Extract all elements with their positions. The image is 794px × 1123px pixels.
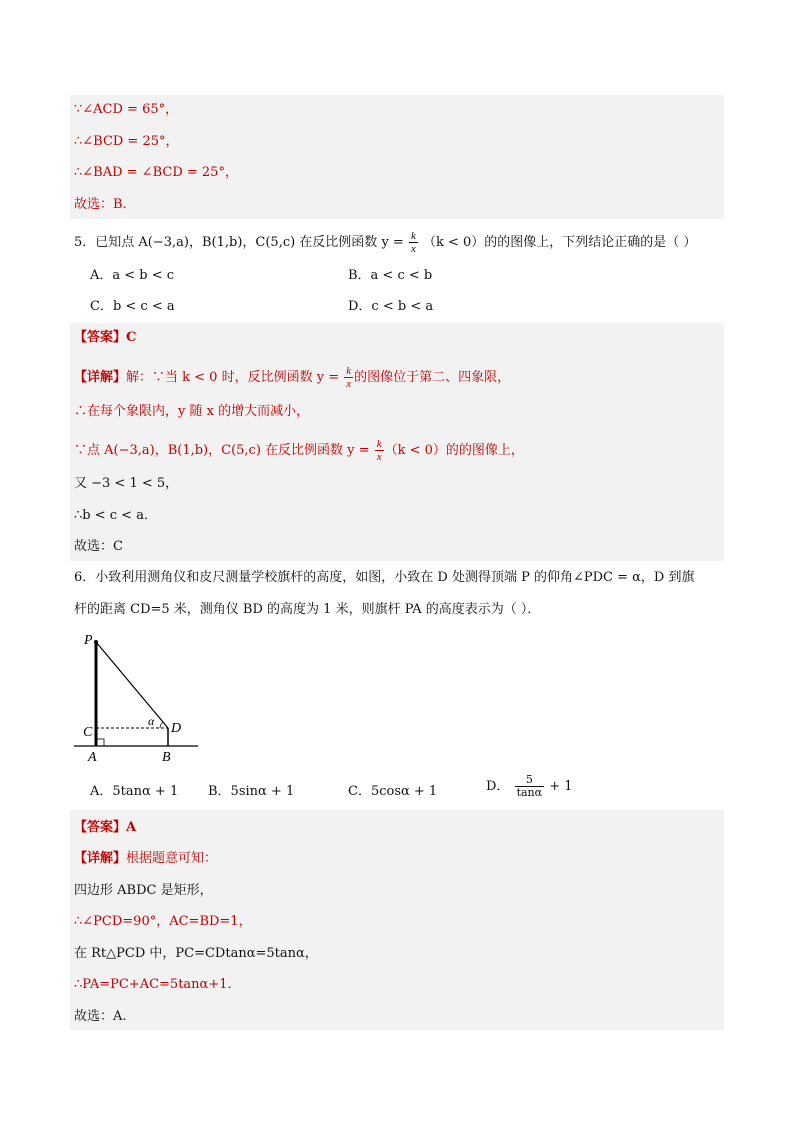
prev-solution-line-2: ∴∠BCD = 25°，: [74, 134, 179, 149]
q5-detail-1-b: 的图像位于第二、四象限，: [354, 370, 511, 385]
q6-option-d-fraction: $\frac{5}{\tan\alpha}$: [516, 773, 543, 799]
label-c: C: [83, 725, 93, 740]
q5-detail-tag: 【详解】: [74, 370, 127, 385]
q5-stem-part-a: 5．已知点 A(−3,a)，B(1,b)，C(5,c) 在反比例函数 y =: [74, 235, 404, 250]
q5-option-a: A．a < b < c: [90, 268, 175, 283]
q6-option-a: A．5tanα + 1: [90, 784, 179, 799]
q6-option-d-prefix: D．: [486, 779, 510, 794]
segment-pd: [96, 642, 168, 728]
q6-stem-line-2: 杆的距离 CD=5 米，测角仪 BD 的高度为 1 米，则旗杆 PA 的高度表示为（ ）．: [74, 602, 541, 617]
label-a: A: [88, 750, 97, 765]
q5-detail-line-5: ∴b < c < a．: [74, 508, 157, 523]
q5-detail-1-a: 解：∵当 k < 0 时，反比例函数 y =: [126, 370, 340, 385]
q5-detail-line-6: 故选：C: [74, 539, 123, 554]
q6-detail-1: 根据题意可知：: [126, 851, 218, 866]
q5-detail-line-1: [74, 365, 510, 390]
label-p: P: [84, 633, 93, 648]
q6-option-d-suffix: + 1: [549, 779, 573, 794]
q5-answer: 【答案】C: [74, 330, 137, 345]
q6-detail-line-3: ∴∠PCD=90°，AC=BD=1，: [74, 914, 252, 929]
prev-solution-line-4: 故选：B．: [74, 197, 136, 212]
prev-solution-line-1: ∵∠ACD = 65°，: [74, 102, 179, 117]
label-alpha: α: [148, 714, 155, 728]
q6-detail-line-5: ∴PA=PC+AC=5tanα+1．: [74, 977, 241, 992]
point-p: [94, 640, 98, 644]
prev-solution-line-3: ∴∠BAD = ∠BCD = 25°，: [74, 165, 238, 180]
q6-detail-line-6: 故选：A.: [74, 1009, 127, 1024]
q5-detail-3-a: ∵点 A(−3,a)，B(1,b)，C(5,c) 在反比例函数 y =: [74, 443, 370, 458]
angle-alpha-arc: [160, 722, 163, 728]
q5-option-b: B．a < c < b: [348, 268, 433, 283]
q6-detail-line-2: 四边形 ABDC 是矩形，: [74, 883, 213, 898]
q5-detail-3-b: （k < 0）的的图像上，: [384, 443, 524, 458]
right-angle-mark: [97, 739, 104, 746]
q6-option-b: B．5sinα + 1: [208, 784, 295, 799]
q5-stem-fraction: $\frac{k}{x}$: [410, 230, 416, 255]
q5-stem: [74, 230, 696, 255]
q6-figure: [70, 628, 210, 768]
q6-option-c: C．5cosα + 1: [348, 784, 438, 799]
q5-option-c: C．b < c < a: [90, 299, 175, 314]
label-b: B: [162, 750, 171, 765]
q5-detail-line-2: ∴在每个象限内，y 随 x 的增大而减小，: [74, 404, 310, 419]
q6-detail-tag: 【详解】: [74, 851, 127, 866]
q5-stem-part-b: （k < 0）的的图像上，下列结论正确的是（ ）: [422, 235, 697, 250]
q6-stem-line-1: 6．小致利用测角仪和皮尺测量学校旗杆的高度，如图，小致在 D 处测得顶端 P 的仰角∠PDC = α，D 到旗: [74, 570, 695, 585]
q5-detail-line-3: [74, 438, 524, 463]
q6-detail-line-1: [74, 849, 217, 869]
q5-detail-line-4: 又 −3 < 1 < 5，: [74, 476, 179, 491]
q6-option-d: [486, 774, 573, 799]
q6-answer: 【答案】A: [74, 820, 137, 835]
q5-detail-fraction-2: $\frac{k}{x}$: [376, 438, 382, 463]
q5-option-d: D．c < b < a: [348, 299, 434, 314]
label-d: D: [171, 721, 182, 736]
q5-detail-fraction-1: $\frac{k}{x}$: [346, 365, 352, 390]
q6-detail-line-4: 在 Rt△PCD 中，PC=CDtanα=5tanα，: [74, 946, 318, 961]
